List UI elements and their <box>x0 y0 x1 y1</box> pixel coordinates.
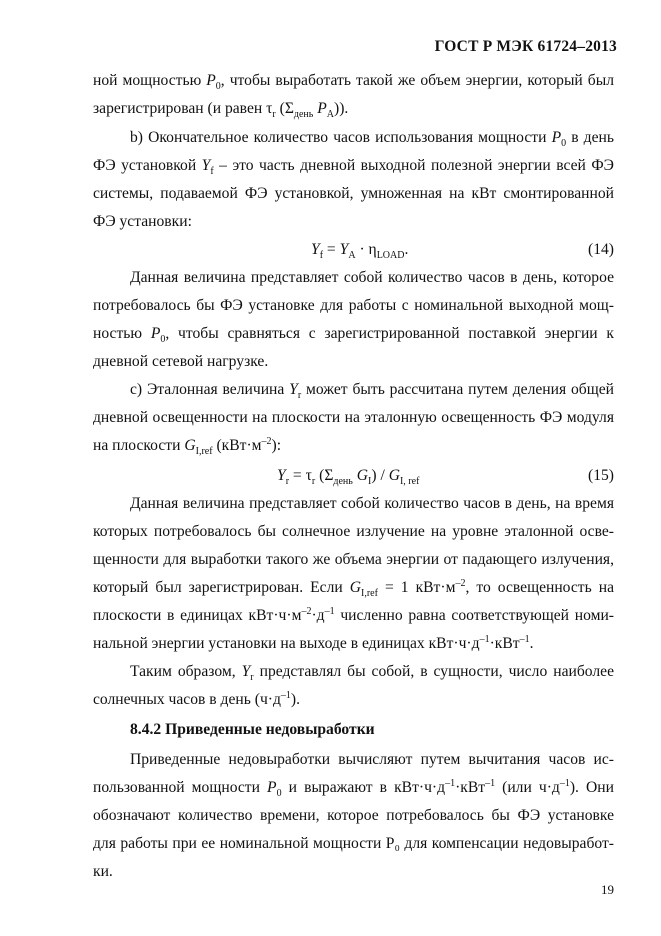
text-line: Данная величина представляет собой количество часов в день, которое <box>130 269 614 286</box>
text-line: ной мощностью $P_0$, чтобы выработать такой же объем энергии, который был <box>93 72 614 93</box>
text-line: Таким образом, $Y_r$ представлял бы собой, в сущности, число наиболее <box>130 663 615 684</box>
equation-14: $Y_f = Y_A \cdot \eta_{LOAD}$. <box>311 241 409 262</box>
text-line: ФЭ установкой $Y_f$ – это часть дневной выходной полезной энергии всей ФЭ <box>93 157 614 178</box>
text-line: ки. <box>93 863 113 880</box>
text-line: ФЭ установки: <box>93 213 192 230</box>
text-line: солнечных часов в день $(ч\cdot д^{-1})$. <box>93 689 301 708</box>
text-line: обозначают количество времени, которое потребовалось бы ФЭ установке <box>93 807 614 824</box>
section-heading: 8.4.2 Приведенные недовыработки <box>130 721 375 738</box>
text-line: щенности для выработки такого же объема энергии от падающего излучения, <box>93 551 614 568</box>
equation-number-15: (15) <box>588 467 614 484</box>
text-line: c) Эталонная величина $Y_r$ может быть рассчитана путем деления общей <box>130 381 614 402</box>
text-line: дневной освещенности на плоскости на эталонную освещенность ФЭ модуля <box>93 409 614 426</box>
text-line: которых потребовалось бы солнечное излучение на уровне эталонной осве- <box>93 523 614 540</box>
page-header-standard: ГОСТ Р МЭК 61724–2013 <box>434 38 617 55</box>
text-line: потребовалось бы ФЭ установке для работы с номинальной выходной мощ- <box>93 297 614 314</box>
text-line: пользованной мощности $P_0$ и выражают в $кВт\cdot ч\cdot д^{-1}\cdot кВт^{-1}$ (или $ч\cdot д^{-1}$). Они <box>93 777 614 800</box>
text-line: который был зарегистрирован. Если $G_{I,ref} = 1$ $кВт\cdot м^{-2}$, то освещенность на <box>93 577 614 600</box>
page-number: 19 <box>601 882 614 897</box>
text-line: Приведенные недовыработки вычисляют путем вычитания часов ис- <box>130 751 614 768</box>
text-line: нальной энергии установки на выходе в единицах $кВт\cdot ч\cdot д^{-1}\cdot кВт^{-1}$. <box>93 633 534 652</box>
text-line: зарегистрирован (и равен $\tau_r$ ($\Sigma_{день}$ $P_A$)). <box>93 100 349 121</box>
equation-15: $Y_r = \tau_r$ ($\Sigma_{день}$ $G_I) / G_{I, ref}$ <box>277 467 420 488</box>
text-line: плоскости в единицах $кВт\cdot ч\cdot м^{-2}\cdot д^{-1}$ численно равна соответствующей номи- <box>93 605 614 624</box>
text-line: b) Окончательное количество часов использования мощности $P_0$ в день <box>130 129 614 150</box>
text-line: на плоскости $G_{I,ref}$ $(кВт\cdot м^{-2})$: <box>93 435 282 458</box>
equation-number-14: (14) <box>588 241 614 258</box>
text-line: дневной сетевой нагрузке. <box>93 353 269 370</box>
text-line: ностью $P_0$, чтобы сравняться с зарегистрированной поставкой энергии к <box>93 325 614 346</box>
text-line: Данная величина представляет собой количество часов в день, на время <box>130 495 614 512</box>
text-line: для работы при ее номинальной мощности P₀ для компенсации недовыработ- <box>93 835 614 852</box>
text-line: системы, подаваемой ФЭ установкой, умноженная на кВт смонтированной <box>93 185 614 202</box>
